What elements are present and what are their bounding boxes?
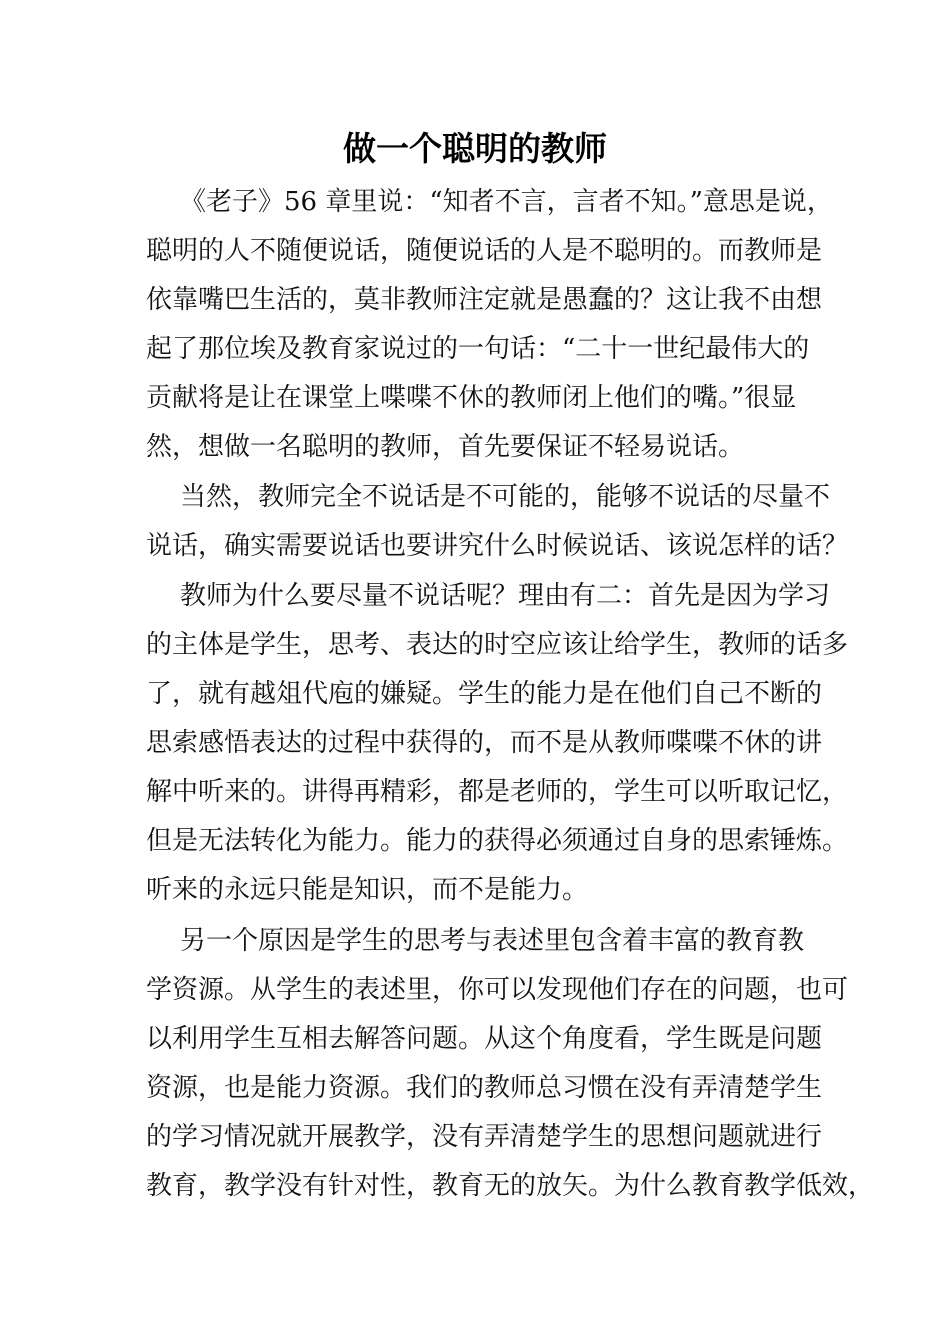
text-line: 教师为什么要尽量不说话呢？理由有二：首先是因为学习 (180, 581, 831, 611)
text-line: 的学习情况就开展教学，没有弄清楚学生的思想问题就进行 (146, 1122, 823, 1152)
text-line: 听来的永远只能是知识，而不是能力。 (146, 875, 589, 905)
text-line: 学资源。从学生的表述里，你可以发现他们存在的问题，也可 (146, 975, 849, 1005)
text-line: 当然，教师完全不说话是不可能的，能够不说话的尽量不 (180, 482, 831, 512)
text-line: 贡献将是让在课堂上喋喋不休的教师闭上他们的嘴。”很显 (146, 383, 797, 413)
text-line: 的主体是学生，思考、表达的时空应该让给学生，教师的话多 (146, 630, 849, 660)
text-line: 思索感悟表达的过程中获得的，而不是从教师喋喋不休的讲 (146, 728, 823, 758)
text-line: 然，想做一名聪明的教师，首先要保证不轻易说话。 (146, 432, 745, 462)
text-line: 依靠嘴巴生活的，莫非教师注定就是愚蠢的？这让我不由想 (146, 285, 823, 315)
text-line: 但是无法转化为能力。能力的获得必须通过自身的思索锤炼。 (146, 826, 849, 856)
text-line: 教育，教学没有针对性，教育无的放矢。为什么教育教学低效， (146, 1171, 875, 1201)
text-line: 《老子》56 章里说：“知者不言，言者不知。”意思是说， (180, 187, 833, 217)
text-line: 聪明的人不随便说话，随便说话的人是不聪明的。而教师是 (146, 236, 823, 266)
document-title: 做一个聪明的教师 (343, 129, 607, 168)
text-line: 资源，也是能力资源。我们的教师总习惯在没有弄清楚学生 (146, 1073, 823, 1103)
text-line: 起了那位埃及教育家说过的一句话：“二十一世纪最伟大的 (146, 334, 810, 364)
text-line: 解中听来的。讲得再精彩，都是老师的，学生可以听取记忆， (146, 777, 849, 807)
text-line: 另一个原因是学生的思考与表述里包含着丰富的教育教 (180, 926, 805, 956)
text-line: 以利用学生互相去解答问题。从这个角度看，学生既是问题 (146, 1024, 823, 1054)
text-line: 说话，确实需要说话也要讲究什么时候说话、该说怎样的话？ (146, 531, 849, 561)
text-line: 了，就有越俎代庖的嫌疑。学生的能力是在他们自己不断的 (146, 679, 823, 709)
